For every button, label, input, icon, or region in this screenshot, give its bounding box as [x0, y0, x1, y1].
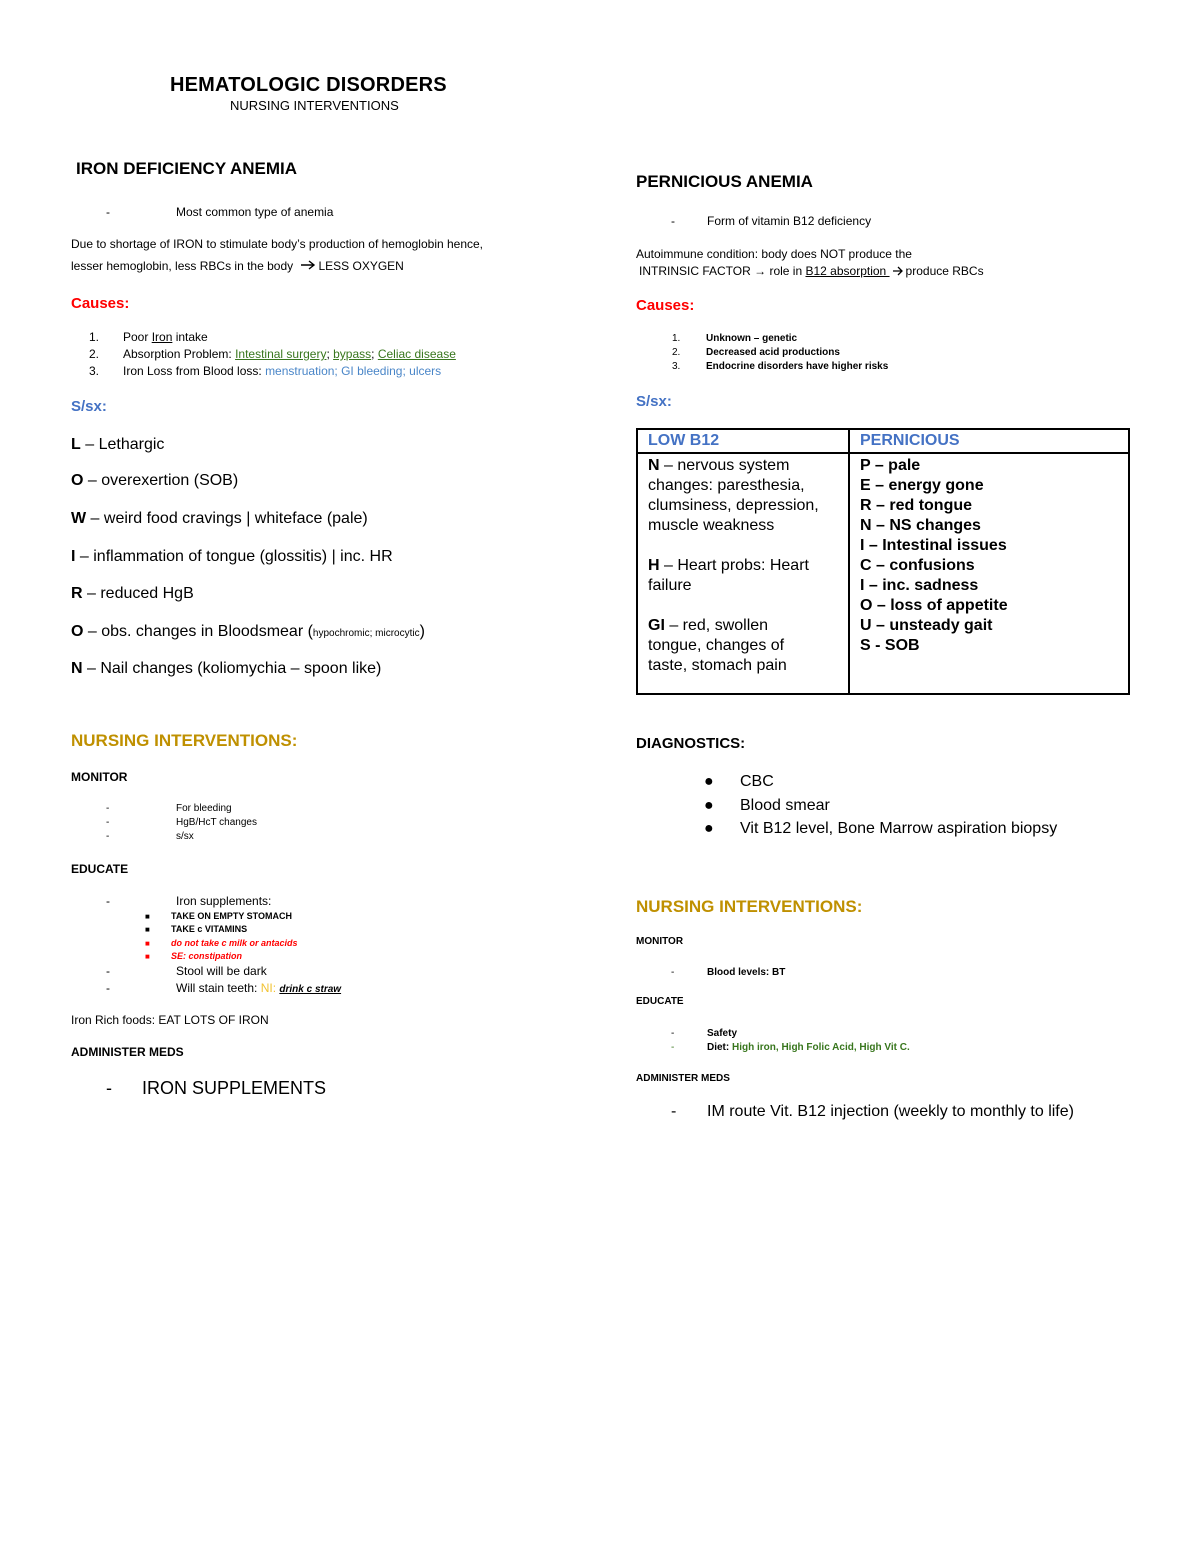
straw-note: drink c straw	[279, 984, 342, 995]
table-header-low-b12: LOW B12	[637, 429, 849, 453]
educate-item: Stool will be dark	[176, 964, 267, 978]
mnemonic-text: – obs. changes in Bloodsmear (	[83, 623, 313, 640]
diagnostic-item: CBC	[740, 773, 774, 790]
mnemonic-letter: W	[71, 510, 87, 527]
mnemonic-letter: N	[648, 457, 660, 474]
pa-causes-heading: Causes:	[636, 297, 695, 314]
admin-item: IM route Vit. B12 injection (weekly to monthly to life)	[707, 1103, 1074, 1120]
list-item: - Diet: High iron, High Folic Acid, High Vit C.	[671, 1042, 910, 1053]
pa-educate-label: EDUCATE	[636, 996, 684, 1007]
right-arrow-icon	[892, 265, 904, 279]
monitor-item: s/sx	[176, 831, 194, 842]
table-line	[648, 456, 838, 476]
mnemonic-text: – weird food cravings | whiteface (pale)	[86, 510, 368, 527]
list-number: 2.	[89, 347, 100, 361]
ida-title: IRON DEFICIENCY ANEMIA	[76, 159, 298, 178]
square-bullet-icon: ■	[145, 925, 150, 934]
monitor-item: HgB/HcT changes	[176, 817, 257, 828]
supplement-note: TAKE ON EMPTY STOMACH	[171, 911, 293, 921]
ida-causes-heading: Causes:	[71, 295, 130, 312]
list-item: - HgB/HcT changes	[106, 817, 257, 828]
square-bullet-icon: ■	[145, 912, 150, 921]
mnemonic-letter: R	[71, 585, 83, 602]
mnemonic-small-text: hypochromic; microcytic	[312, 628, 420, 639]
table-text: E – energy gone	[860, 477, 984, 494]
ida-nursing-heading: NURSING INTERVENTIONS:	[71, 731, 298, 750]
ida-educate-label: EDUCATE	[71, 862, 129, 876]
list-item	[636, 797, 830, 815]
low-b12-cell	[637, 453, 849, 694]
sub-list-item	[141, 938, 298, 948]
mnemonic-text-end: )	[419, 623, 425, 640]
cause-text: Endocrine disorders have higher risks	[706, 361, 889, 372]
pa-cause-3	[636, 361, 888, 372]
ni-label: NI	[260, 981, 273, 995]
educate-item: Safety	[707, 1028, 738, 1039]
mnemonic-letter: GI	[648, 617, 665, 634]
pa-intro-item: - Form of vitamin B12 deficiency	[671, 214, 872, 228]
mnemonic-item	[71, 510, 368, 528]
pa-diagnostics-heading: DIAGNOSTICS:	[636, 735, 746, 752]
ida-description-line2	[71, 259, 404, 274]
cause-celiac-text: Celiac disease	[377, 347, 456, 361]
mnemonic-letter: I	[71, 548, 76, 565]
table-line	[648, 616, 838, 636]
ida-cause-1	[71, 330, 208, 344]
diagnostic-item: Vit B12 level, Bone Marrow aspiration biopsy	[740, 820, 1058, 837]
cause-bypass-text: bypass	[333, 347, 372, 361]
mnemonic-item	[71, 660, 381, 678]
mnemonic-item	[71, 585, 194, 603]
list-item	[636, 820, 1057, 838]
mnemonic-item	[71, 548, 393, 566]
table-text: failure	[648, 577, 692, 594]
mnemonic-item	[71, 436, 164, 454]
dash-marker: -	[106, 205, 110, 219]
list-number: 2.	[672, 347, 681, 358]
pa-sx-heading: S/sx:	[636, 393, 672, 410]
separator: ;	[371, 347, 378, 361]
mnemonic-text: – Lethargic	[80, 436, 165, 453]
diet-label: Diet:	[707, 1042, 732, 1053]
mnemonic-text: – reduced HgB	[82, 585, 194, 602]
list-item: - s/sx	[106, 831, 194, 842]
pa-description-line1: Autoimmune condition: body does NOT produce the	[636, 247, 912, 261]
list-number: 3.	[672, 361, 681, 372]
cause-text: Unknown – genetic	[706, 333, 798, 344]
table-text: taste, stomach pain	[648, 657, 787, 674]
ida-cause-3	[71, 364, 441, 378]
supplement-warning: SE: constipation	[171, 951, 243, 961]
diet-text: High iron, High Folic Acid, High Vit C.	[732, 1042, 910, 1053]
mnemonic-text: – overexertion (SOB)	[83, 472, 239, 489]
ida-intro-text: Most common type of anemia	[176, 205, 334, 219]
mnemonic-item	[71, 623, 425, 641]
sub-list-item	[141, 911, 292, 921]
pernicious-cell	[849, 453, 1129, 694]
ida-sx-heading: S/sx:	[71, 398, 107, 415]
educate-item: Iron supplements:	[176, 894, 272, 908]
document-subtitle: NURSING INTERVENTIONS	[230, 98, 399, 113]
table-text: C – confusions	[860, 557, 975, 574]
ida-monitor-label: MONITOR	[71, 770, 128, 784]
pa-description-text: INTRINSIC FACTOR → role in	[639, 264, 806, 278]
mnemonic-letter: L	[71, 436, 81, 453]
right-arrow-icon	[300, 259, 316, 274]
document-title: HEMATOLOGIC DISORDERS	[170, 74, 447, 96]
round-bullet-icon: ●	[704, 797, 714, 814]
list-item: - IM route Vit. B12 injection (weekly to monthly to life)	[671, 1103, 1074, 1120]
mnemonic-letter: O	[71, 472, 84, 489]
mnemonic-letter: H	[648, 557, 660, 574]
ida-cause-2	[71, 347, 456, 361]
diagnostic-item: Blood smear	[740, 797, 830, 814]
table-text: P – pale	[860, 457, 921, 474]
monitor-item: For bleeding	[176, 803, 232, 814]
cause-text: Decreased acid productions	[706, 347, 840, 358]
table-text: – red, swollen	[664, 617, 769, 634]
cause-underlined-text: Iron	[151, 330, 173, 344]
cause-text: Poor	[123, 330, 152, 344]
mnemonic-letter: O	[71, 623, 84, 640]
ida-iron-foods: Iron Rich foods: EAT LOTS OF IRON	[71, 1013, 269, 1027]
list-number: 3.	[89, 364, 100, 378]
mnemonic-item	[71, 472, 238, 490]
separator: ;	[326, 347, 334, 361]
pa-nursing-heading: NURSING INTERVENTIONS:	[636, 897, 863, 916]
table-text: clumsiness, depression,	[648, 497, 819, 514]
table-text: I – inc. sadness	[860, 577, 979, 594]
list-item	[636, 773, 774, 791]
pa-description-line2	[639, 264, 984, 279]
cause-text-end: intake	[172, 330, 208, 344]
supplement-note: TAKE c VITAMINS	[171, 924, 248, 934]
ida-intro-item	[106, 205, 333, 219]
table-text: tongue, changes of	[648, 637, 785, 654]
list-item: - IRON SUPPLEMENTS	[106, 1078, 327, 1098]
mnemonic-text: – inflammation of tongue (glossitis) | inc. HR	[75, 548, 393, 565]
admin-item: IRON SUPPLEMENTS	[142, 1078, 327, 1098]
supplement-warning: do not take c milk or antacids	[171, 938, 298, 948]
pa-title: PERNICIOUS ANEMIA	[636, 172, 813, 191]
list-number: 1.	[672, 333, 681, 344]
list-number: 1.	[89, 330, 100, 344]
ida-description-text: lesser hemoglobin, less RBCs in the body	[71, 259, 294, 273]
monitor-item: Blood levels: BT	[707, 967, 786, 978]
round-bullet-icon: ●	[704, 820, 714, 837]
pa-description-result: produce RBCs	[905, 264, 984, 278]
mnemonic-text: – Nail changes (koliomychia – spoon like)	[82, 660, 382, 677]
separator: :	[272, 981, 280, 995]
table-text: S - SOB	[860, 637, 920, 654]
list-item: - Will stain teeth: NI: drink c straw	[106, 981, 342, 995]
ida-description-line1: Due to shortage of IRON to stimulate body’s production of hemoglobin hence,	[71, 237, 484, 251]
list-item: - Safety	[671, 1028, 738, 1039]
cause-surgery-text: Intestinal surgery	[235, 347, 327, 361]
square-bullet-icon: ■	[145, 952, 150, 961]
table-text: changes: paresthesia,	[648, 477, 805, 494]
table-text: U – unsteady gait	[860, 617, 993, 634]
pa-b12-absorption: B12 absorption	[805, 264, 890, 278]
pa-monitor-label: MONITOR	[636, 936, 684, 947]
sub-list-item	[141, 951, 242, 961]
table-text: O – loss of appetite	[860, 597, 1008, 614]
list-item: - For bleeding	[106, 803, 232, 814]
list-item: - Iron supplements:	[106, 894, 272, 908]
pa-admin-label: ADMINISTER MEDS	[636, 1073, 730, 1084]
table-text: – nervous system	[659, 457, 790, 474]
list-item: - Stool will be dark	[106, 964, 267, 978]
mnemonic-letter: N	[71, 660, 83, 677]
pa-cause-1	[636, 333, 797, 344]
square-bullet-icon: ■	[145, 939, 150, 948]
table-text: R – red tongue	[860, 497, 973, 514]
ida-admin-label: ADMINISTER MEDS	[71, 1045, 184, 1059]
ida-description-result: LESS OXYGEN	[318, 259, 404, 273]
pa-intro-text: Form of vitamin B12 deficiency	[707, 214, 872, 228]
table-text: muscle weakness	[648, 517, 775, 534]
cause-text: Iron Loss from Blood loss:	[123, 364, 266, 378]
list-item: - Blood levels: BT	[671, 967, 786, 978]
cause-bleeding-text: menstruation; GI bleeding; ulcers	[265, 364, 442, 378]
sub-list-item	[141, 924, 247, 934]
table-line	[648, 556, 838, 576]
educate-item: Will stain teeth:	[176, 981, 261, 995]
pa-symptoms-table	[636, 428, 1130, 695]
table-text: I – Intestinal issues	[860, 537, 1007, 554]
table-text: N – NS changes	[860, 517, 981, 534]
cause-text: Absorption Problem:	[123, 347, 236, 361]
round-bullet-icon: ●	[704, 773, 714, 790]
table-text: – Heart probs: Heart	[659, 557, 809, 574]
pa-cause-2	[636, 347, 840, 358]
table-header-pernicious: PERNICIOUS	[849, 429, 1129, 453]
